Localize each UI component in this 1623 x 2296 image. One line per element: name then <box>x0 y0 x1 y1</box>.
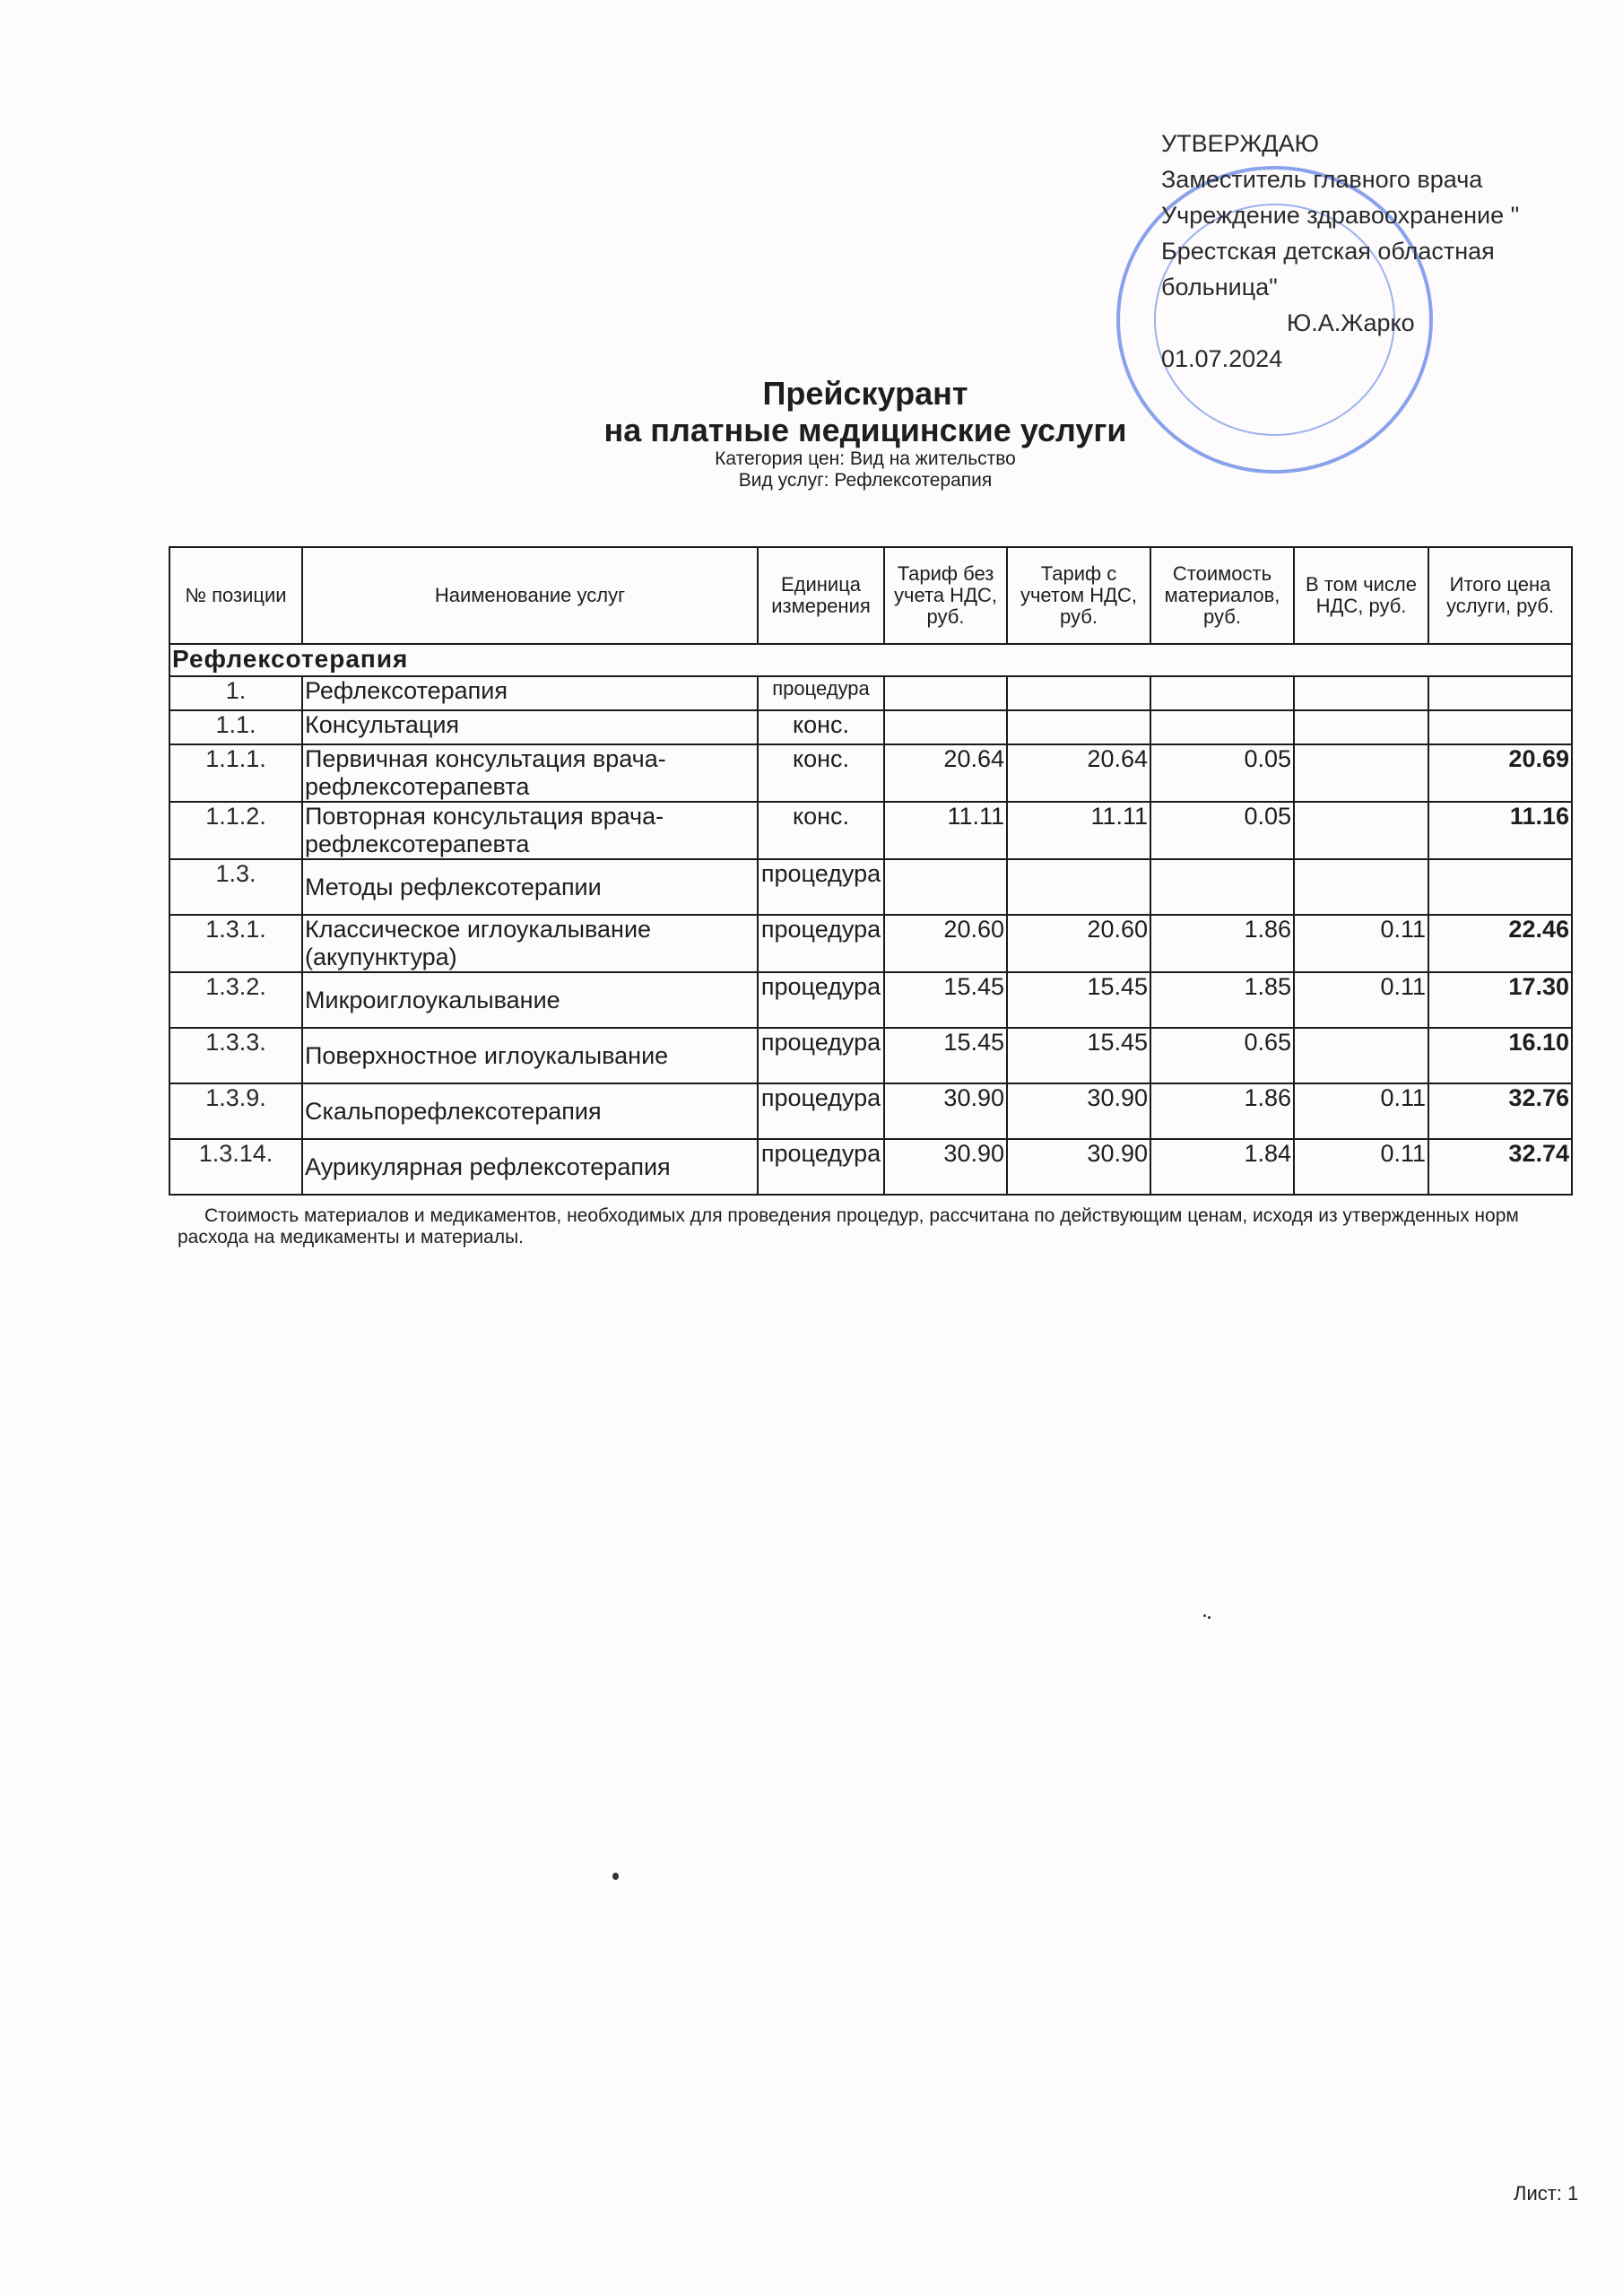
service-name-cell: Первичная консультация врача-рефлексотерапевта <box>302 744 758 802</box>
tariff-vat-cell: 11.11 <box>1007 802 1150 859</box>
approval-heading: УТВЕРЖДАЮ <box>1161 130 1319 157</box>
unit-cell: процедура <box>758 859 884 915</box>
service-name-cell: Поверхностное иглоукалывание <box>302 1028 758 1083</box>
service-name-cell: Методы рефлексотерапии <box>302 859 758 915</box>
approval-line: больница" <box>1161 274 1278 300</box>
header-position: № позиции <box>169 547 302 644</box>
signatory-name: Ю.А.Жарко <box>1287 309 1415 336</box>
scan-speck <box>1208 1616 1211 1619</box>
incl-vat-cell: 0.11 <box>1294 972 1428 1028</box>
total-cell: 11.16 <box>1428 802 1572 859</box>
materials-cell: 1.84 <box>1150 1139 1294 1195</box>
tariff-vat-cell: 20.60 <box>1007 915 1150 972</box>
document-subtitle: на платные медицинские услуги <box>603 412 1127 448</box>
incl-vat-cell <box>1294 710 1428 744</box>
service-name-cell: Классическое иглоукалывание (акупунктура) <box>302 915 758 972</box>
total-cell: 32.74 <box>1428 1139 1572 1195</box>
incl-vat-cell <box>1294 1028 1428 1083</box>
header-incl-vat: В том числе НДС, руб. <box>1294 547 1428 644</box>
incl-vat-cell: 0.11 <box>1294 1139 1428 1195</box>
materials-cell: 0.65 <box>1150 1028 1294 1083</box>
table-row <box>169 744 1572 802</box>
section-title: Рефлексотерапия <box>169 644 1572 676</box>
approval-line: Заместитель главного врача <box>1161 166 1483 193</box>
position-cell: 1.3.14. <box>169 1139 302 1195</box>
table-row <box>169 1028 1572 1083</box>
materials-cell: 1.85 <box>1150 972 1294 1028</box>
total-cell: 16.10 <box>1428 1028 1572 1083</box>
incl-vat-cell <box>1294 676 1428 710</box>
header-name: Наименование услуг <box>302 547 758 644</box>
service-name-cell: Повторная консультация врача-рефлексотерапевта <box>302 802 758 859</box>
sheet-number: Лист: 1 <box>1514 2182 1579 2205</box>
tariff-vat-cell <box>1007 859 1150 915</box>
unit-cell: процедура <box>758 1139 884 1195</box>
total-cell <box>1428 859 1572 915</box>
unit-cell: процедура <box>758 1028 884 1083</box>
materials-cell <box>1150 676 1294 710</box>
document-title: Прейскурант <box>762 375 968 412</box>
tariff-no-vat-cell: 30.90 <box>884 1139 1007 1195</box>
service-name-cell: Консультация <box>302 710 758 744</box>
approval-line: Учреждение здравоохранение " <box>1161 202 1520 229</box>
tariff-no-vat-cell: 11.11 <box>884 802 1007 859</box>
scan-speck <box>1203 1614 1206 1617</box>
unit-cell: конс. <box>758 802 884 859</box>
materials-cell <box>1150 859 1294 915</box>
table-row <box>169 1083 1572 1139</box>
table-row <box>169 710 1572 744</box>
tariff-no-vat-cell: 20.64 <box>884 744 1007 802</box>
service-name-cell: Рефлексотерапия <box>302 676 758 710</box>
position-cell: 1.3.9. <box>169 1083 302 1139</box>
price-category: Категория цен: Вид на жительство <box>715 448 1016 469</box>
service-name-cell: Микроиглоукалывание <box>302 972 758 1028</box>
tariff-no-vat-cell: 15.45 <box>884 972 1007 1028</box>
total-cell <box>1428 710 1572 744</box>
position-cell: 1.3.3. <box>169 1028 302 1083</box>
header-unit: Единица измерения <box>758 547 884 644</box>
unit-cell: конс. <box>758 710 884 744</box>
unit-cell: процедура <box>758 915 884 972</box>
position-cell: 1. <box>169 676 302 710</box>
section-row <box>169 644 1572 676</box>
materials-cell <box>1150 710 1294 744</box>
tariff-no-vat-cell <box>884 676 1007 710</box>
unit-cell: процедура <box>758 972 884 1028</box>
position-cell: 1.3.2. <box>169 972 302 1028</box>
materials-note: Стоимость материалов и медикаментов, необходимых для проведения процедур, рассчитана по действующим ценам, исходя из утвержденных норм расхода на медикаменты и материалы. <box>178 1205 1519 1248</box>
total-cell: 32.76 <box>1428 1083 1572 1139</box>
approval-date: 01.07.2024 <box>1161 345 1283 372</box>
tariff-vat-cell: 15.45 <box>1007 972 1150 1028</box>
tariff-no-vat-cell: 20.60 <box>884 915 1007 972</box>
incl-vat-cell <box>1294 802 1428 859</box>
table-row <box>169 1139 1572 1195</box>
unit-cell: процедура <box>758 676 884 710</box>
header-materials: Стоимость материалов, руб. <box>1150 547 1294 644</box>
unit-cell: процедура <box>758 1083 884 1139</box>
table-row <box>169 676 1572 710</box>
incl-vat-cell <box>1294 744 1428 802</box>
table-header-row <box>169 547 1572 644</box>
incl-vat-cell: 0.11 <box>1294 1083 1428 1139</box>
tariff-vat-cell <box>1007 710 1150 744</box>
position-cell: 1.3. <box>169 859 302 915</box>
tariff-vat-cell: 15.45 <box>1007 1028 1150 1083</box>
price-table <box>169 546 1573 1196</box>
position-cell: 1.1.2. <box>169 802 302 859</box>
tariff-no-vat-cell: 30.90 <box>884 1083 1007 1139</box>
service-name-cell: Аурикулярная рефлексотерапия <box>302 1139 758 1195</box>
materials-cell: 1.86 <box>1150 915 1294 972</box>
table-row <box>169 859 1572 915</box>
approval-block <box>1161 126 1519 377</box>
title-block <box>0 375 1623 491</box>
tariff-no-vat-cell <box>884 710 1007 744</box>
scan-speck <box>612 1873 619 1880</box>
tariff-no-vat-cell <box>884 859 1007 915</box>
service-type: Вид услуг: Рефлексотерапия <box>738 470 993 491</box>
position-cell: 1.1.1. <box>169 744 302 802</box>
table-row <box>169 802 1572 859</box>
approval-line: Брестская детская областная <box>1161 238 1495 265</box>
tariff-vat-cell: 20.64 <box>1007 744 1150 802</box>
incl-vat-cell: 0.11 <box>1294 915 1428 972</box>
total-cell: 20.69 <box>1428 744 1572 802</box>
incl-vat-cell <box>1294 859 1428 915</box>
materials-cell: 1.86 <box>1150 1083 1294 1139</box>
tariff-no-vat-cell: 15.45 <box>884 1028 1007 1083</box>
header-tariff-no-vat: Тариф без учета НДС, руб. <box>884 547 1007 644</box>
unit-cell: конс. <box>758 744 884 802</box>
tariff-vat-cell: 30.90 <box>1007 1083 1150 1139</box>
total-cell: 22.46 <box>1428 915 1572 972</box>
table-row <box>169 915 1572 972</box>
materials-cell: 0.05 <box>1150 802 1294 859</box>
total-cell: 17.30 <box>1428 972 1572 1028</box>
header-total: Итого цена услуги, руб. <box>1428 547 1572 644</box>
table-row <box>169 972 1572 1028</box>
materials-cell: 0.05 <box>1150 744 1294 802</box>
tariff-vat-cell <box>1007 676 1150 710</box>
total-cell <box>1428 676 1572 710</box>
tariff-vat-cell: 30.90 <box>1007 1139 1150 1195</box>
service-name-cell: Скальпорефлексотерапия <box>302 1083 758 1139</box>
position-cell: 1.1. <box>169 710 302 744</box>
header-tariff-vat: Тариф с учетом НДС, руб. <box>1007 547 1150 644</box>
position-cell: 1.3.1. <box>169 915 302 972</box>
